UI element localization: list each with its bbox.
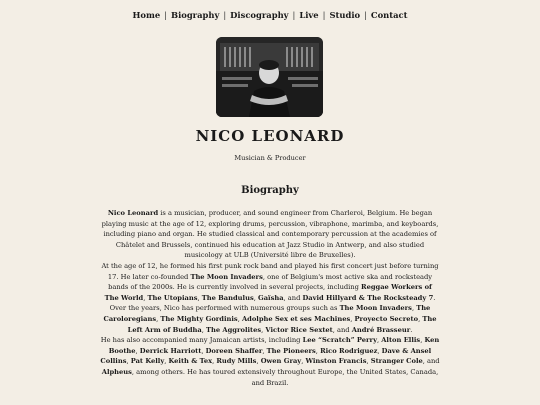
bio-paragraph	[100, 335, 440, 388]
bio-highlight: Adolphe Sex et ses Machines	[241, 314, 351, 323]
bio-highlight: The Aggrolites	[206, 325, 262, 334]
bio-highlight: Doreen Shaffer	[205, 346, 263, 355]
bio-text: , and	[332, 325, 352, 334]
bio-highlight: The Mighty Gordinis	[160, 314, 238, 323]
bio-text: , among others. He has toured extensively throughout Europe, the United States, Canada, and Brazil.	[131, 367, 439, 387]
bio-text: ,	[143, 293, 148, 302]
bio-highlight: Nico Leonard	[107, 209, 159, 217]
bio-text: He has also accompanied many Jamaican artists, including	[100, 336, 303, 345]
nav-separator: |	[364, 10, 367, 20]
bio-text: ,	[201, 346, 206, 355]
bio-text: ,	[253, 293, 258, 302]
bio-highlight: Rico Rodriguez	[320, 346, 378, 355]
bio-text: ,	[201, 325, 206, 334]
nav-separator: |	[292, 10, 296, 20]
bio-text: is a musician, producer, and sound engineer from Charleroi, Belgium. He began playing music at the age of 12, exploring drums, percussion, vibraphone, marimba, and keyboards, including piano and organ. He studied classical and contemporary percussion at the academies of Châtelet and Brussels, continued his education at Jazz Studio in Antwerp, and also studied musicology at ULB (Université libre de Bruxelles).	[101, 209, 439, 260]
bio-highlight: Keith & Tex	[168, 357, 213, 366]
biography-text	[100, 208, 440, 388]
bio-text: ,	[237, 314, 242, 323]
bio-text: ,	[315, 346, 321, 355]
nav-link-discography[interactable]: Discography	[230, 10, 289, 20]
bio-highlight: Alpheus	[101, 367, 132, 376]
nav-separator: |	[164, 10, 167, 20]
bio-highlight: André Brasseur	[351, 325, 411, 334]
bio-highlight: Pat Kelly	[130, 357, 165, 366]
bio-highlight: Lee “Scratch” Perry	[302, 336, 377, 345]
bio-text: ,	[301, 357, 306, 366]
bio-highlight: Rudy Mills	[216, 357, 257, 366]
bio-text: ,	[135, 346, 140, 355]
bio-text: ,	[376, 336, 382, 345]
bio-highlight: Derrick Harriott	[139, 346, 202, 355]
bio-highlight: David Hillyard & The Rocksteady 7	[302, 293, 434, 302]
nav-link-home[interactable]: Home	[132, 10, 161, 20]
bio-text: .	[433, 293, 436, 302]
biography-heading: Biography	[241, 185, 299, 196]
artist-subtitle: Musician & Producer	[234, 154, 306, 162]
nav-separator: |	[223, 10, 227, 20]
bio-paragraph	[100, 261, 440, 303]
nav-link-live[interactable]: Live	[299, 10, 319, 20]
nav-link-studio[interactable]: Studio	[329, 10, 361, 20]
bio-highlight: The Caroloregians	[103, 304, 431, 323]
bio-text: ,	[212, 357, 217, 366]
profile-photo	[216, 37, 323, 117]
bio-paragraph	[100, 208, 440, 261]
bio-highlight: Dave & Ansel Collins	[100, 346, 432, 366]
bio-text: Over the years, Nico has performed with numerous groups such as	[109, 304, 340, 313]
bio-text: , one of Belgium's most active ska and rocksteady bands of the 2000s. He is currently involved in several projects, including	[108, 272, 433, 292]
nav-link-biography[interactable]: Biography	[170, 10, 220, 20]
bio-highlight: Winston Francis	[305, 357, 367, 366]
bio-highlight: The Moon Invaders	[190, 272, 263, 281]
bio-highlight: The Pioneers	[266, 346, 316, 355]
bio-paragraph	[100, 303, 440, 335]
bio-text: ,	[377, 346, 382, 355]
bio-highlight: Ken Boothe	[108, 336, 440, 355]
bio-text: .	[410, 325, 413, 334]
bio-highlight: The Utopians	[147, 293, 198, 302]
bio-text: ,	[262, 346, 267, 355]
bio-text: ,	[156, 314, 161, 323]
nav-separator: |	[322, 10, 326, 20]
bio-highlight: Alton Ellis	[381, 336, 421, 345]
main-nav	[0, 9, 540, 21]
bio-highlight: Reggae Workers of The World	[104, 283, 432, 302]
bio-text: At the age of 12, he formed his first punk rock band and played his first concert just before turning 17. He later co-founded	[101, 261, 439, 281]
bio-highlight: Gaïsha	[257, 293, 284, 302]
bio-highlight: Victor Rice Sextet	[265, 325, 333, 334]
bio-highlight: Stranger Cole	[370, 357, 423, 366]
bio-text: ,	[366, 357, 371, 366]
bio-text: , and	[422, 357, 440, 366]
bio-text: , and	[283, 293, 303, 302]
bio-text: ,	[418, 314, 423, 323]
bio-text: ,	[411, 304, 417, 313]
bio-text: ,	[256, 357, 261, 366]
artist-name: NICO LEONARD	[195, 127, 345, 145]
bio-highlight: The Left Arm of Buddha	[127, 314, 437, 334]
bio-highlight: The Moon Invaders	[339, 304, 412, 313]
bio-text: ,	[350, 314, 355, 323]
nav-link-contact[interactable]: Contact	[370, 10, 408, 20]
bio-text: ,	[164, 357, 169, 366]
bio-text: ,	[197, 293, 202, 302]
bio-text: ,	[420, 336, 425, 345]
bio-text: ,	[126, 357, 131, 366]
bio-highlight: Owen Gray	[260, 357, 302, 366]
bio-highlight: Proyecto Secreto	[354, 314, 419, 323]
bio-text: ,	[261, 325, 266, 334]
bio-highlight: The Bandulus	[201, 293, 254, 302]
